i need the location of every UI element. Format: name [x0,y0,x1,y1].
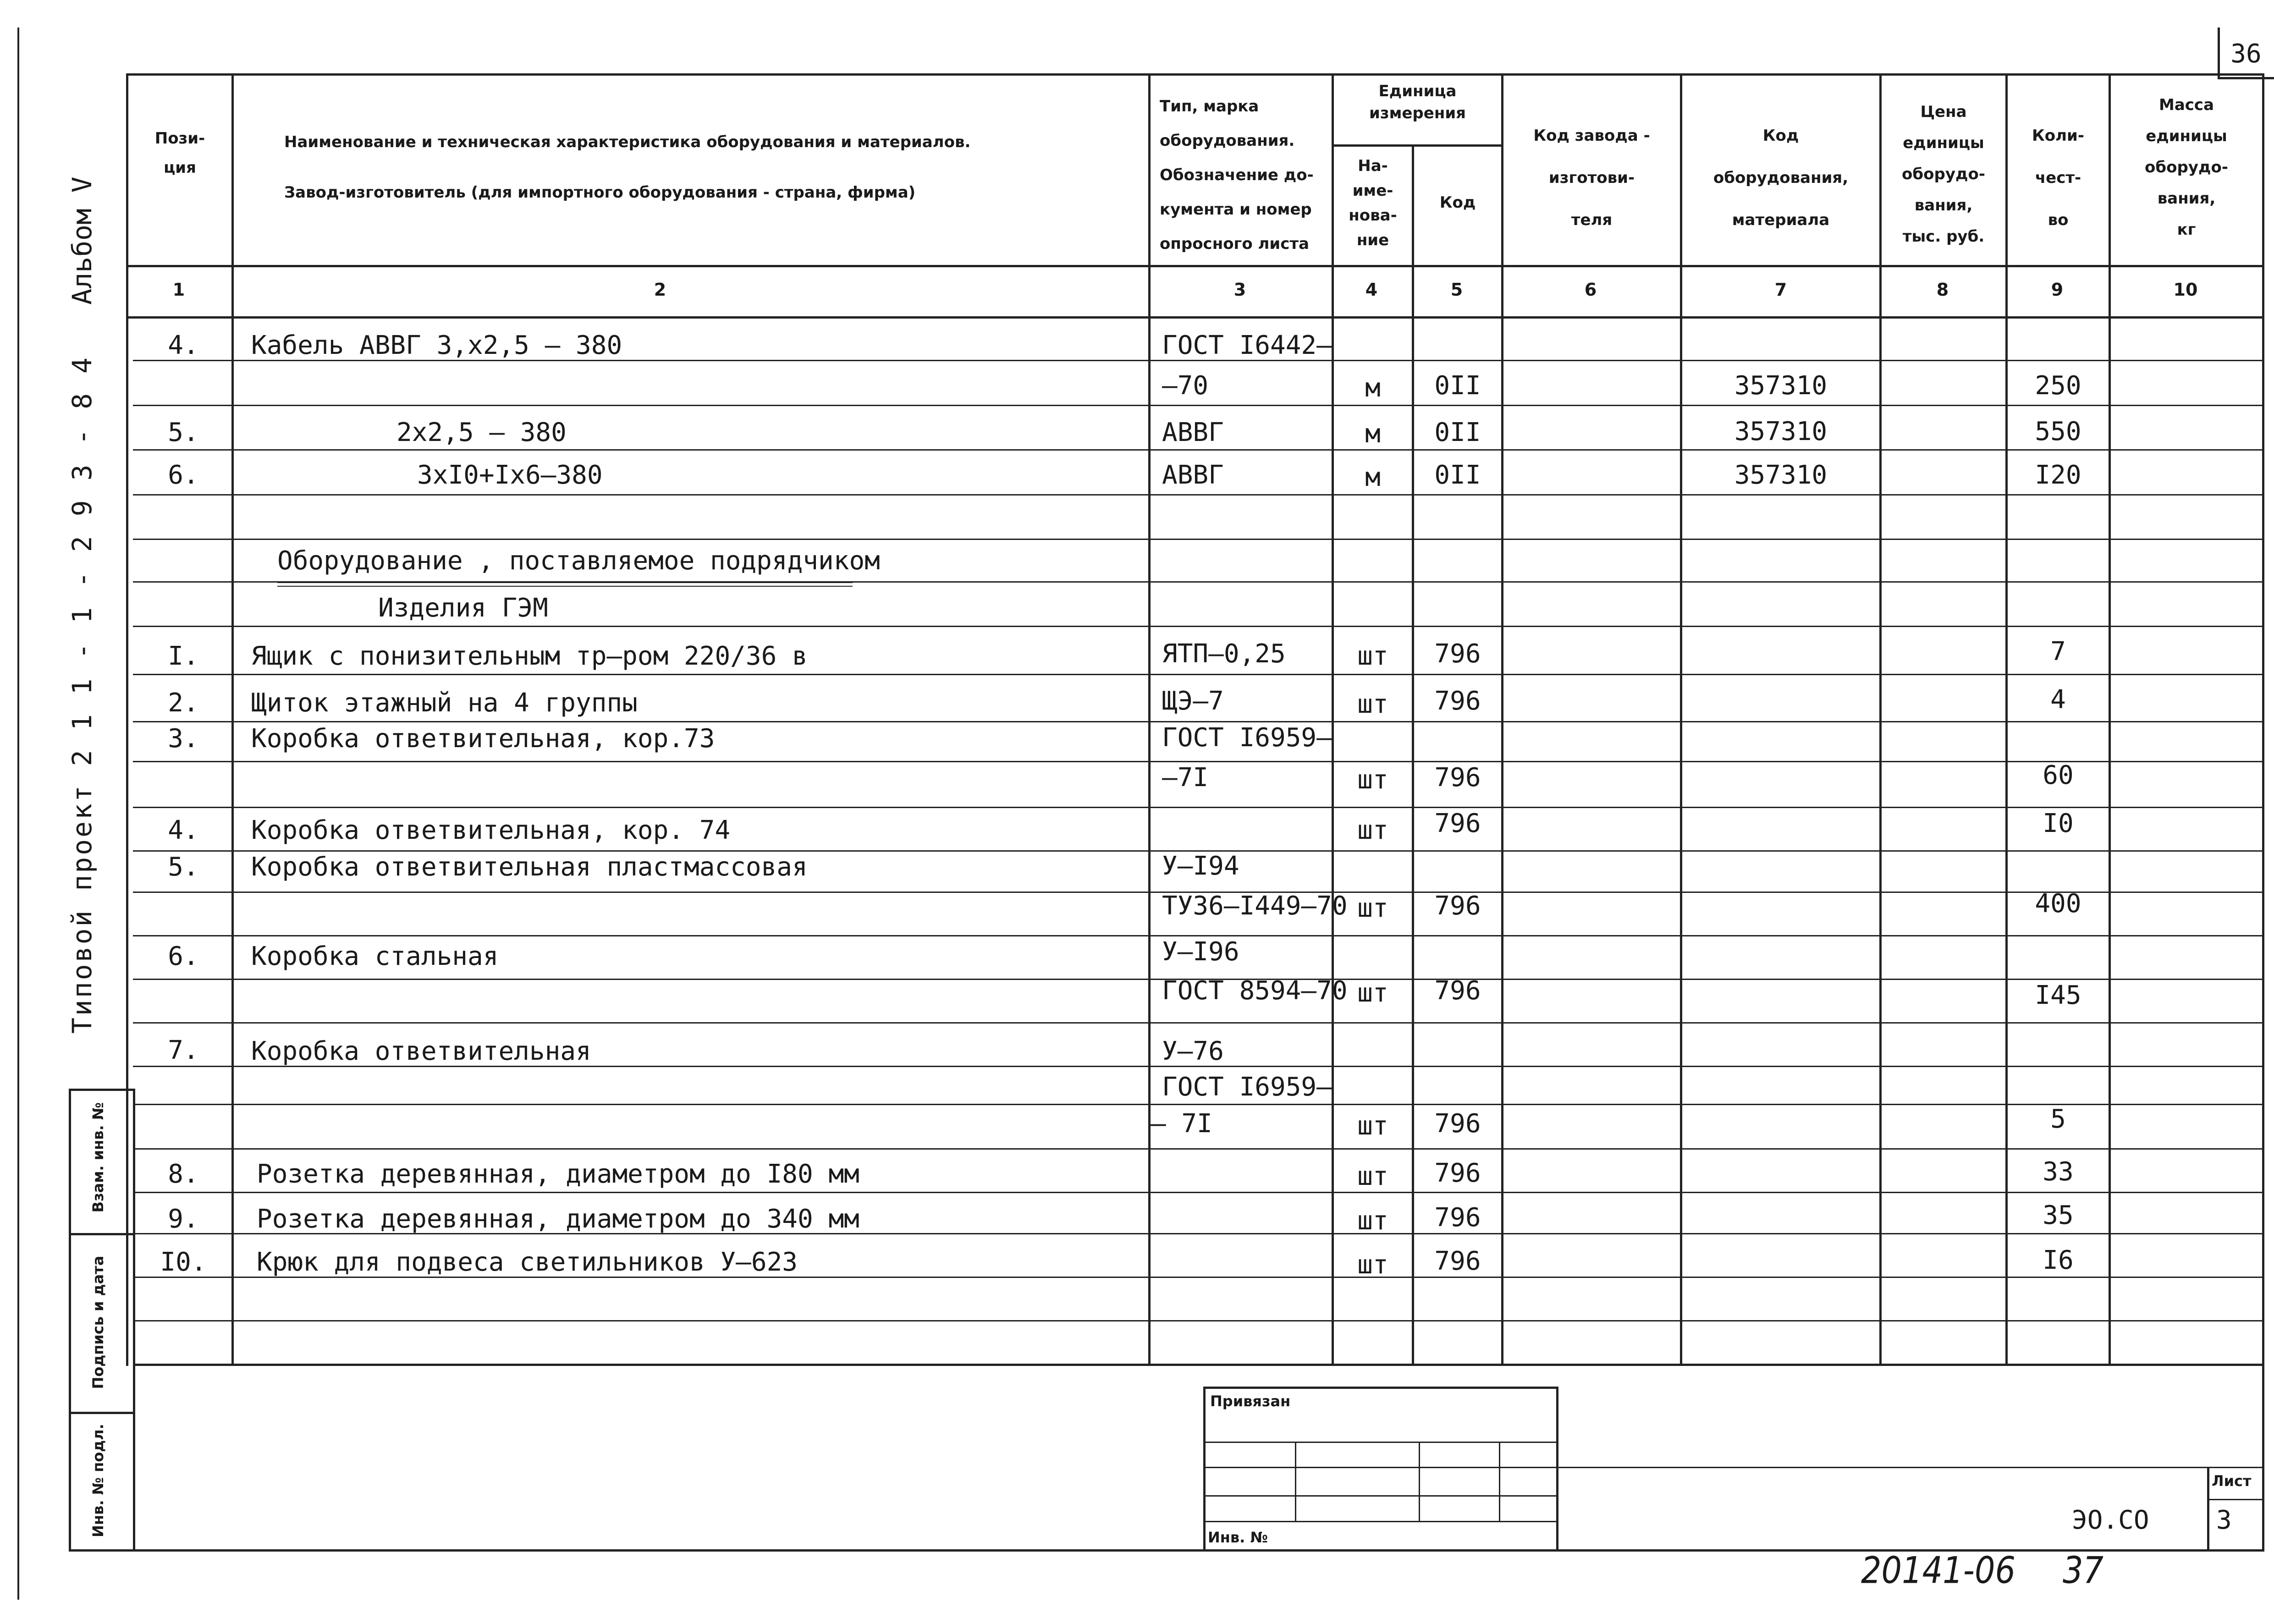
header-plant-code: Код завода - изготови- теля [1533,127,1650,229]
row-quantity: 550 [2035,417,2081,446]
row-unit-code: 796 [1434,809,1481,838]
row-quantity: 35 [2043,1200,2074,1230]
row-unit-code: 796 [1434,891,1481,921]
header-type: Тип, марка оборудования. Обозначение до- кумента и номер опросного листа [1160,97,1314,253]
row-position: I0. [160,1247,207,1277]
row-quantity: 4 [2050,685,2066,715]
column-number: 4 [1365,280,1378,300]
bound-label: Привязан [1210,1393,1291,1410]
row-unit: м [1365,419,1381,449]
row-unit: шт [1357,641,1388,671]
row-unit-code: 0II [1434,418,1481,447]
row-position: 4. [168,330,199,360]
row-document: У–76 [1162,1036,1224,1066]
stamp-cell-orig-inv: Инв. № подл. [89,1424,107,1537]
header-price: Цена единицы оборудо- вания, тыс. руб. [1902,103,1985,246]
column-number: 7 [1774,280,1787,300]
row-name: Кабель АВВГ 3,x2,5 – 380 [251,330,622,360]
row-position: 5. [168,418,199,447]
column-number: 10 [2173,280,2198,300]
row-name: Ящик с понизительным тр–ром 220/36 в [251,641,808,671]
row-document: – 7I [1151,1109,1212,1139]
row-name: 2x2,5 – 380 [396,418,567,447]
row-document: АВВГ [1162,418,1224,447]
row-name: 3xI0+Ix6–380 [417,460,603,490]
header-quantity: Коли- чест- во [2032,127,2084,229]
row-quantity: 7 [2050,637,2066,666]
row-unit-code: 796 [1434,763,1481,793]
row-document: ТУ36–I449–70 [1162,891,1348,921]
row-position: I. [168,641,199,671]
row-name: Розетка деревянная, диаметром до I80 мм [257,1159,859,1189]
row-unit: шт [1357,1162,1388,1191]
row-position: 8. [168,1159,199,1189]
row-unit-code: 0II [1434,371,1481,401]
row-name: Коробка ответвительная [251,1036,591,1066]
row-position: 5. [168,852,199,882]
header-unit-name: На- име- нова- ние [1349,157,1397,249]
row-position: 7. [168,1035,199,1065]
row-position: 9. [168,1204,199,1234]
header-name: Наименование и техническая характеристика оборудования и материалов. Завод-изготовитель (для импортного оборудования - страна, фирма) [284,133,971,202]
row-position: 4. [168,815,199,845]
header-unit-group: Единица измерения [1369,82,1466,122]
row-document: У–I94 [1162,851,1239,881]
row-position: 3. [168,724,199,754]
column-number: 3 [1233,280,1246,300]
row-name: Коробка ответвительная пластмассовая [251,852,808,882]
album-label: Альбом V [66,176,98,305]
row-material-code: 357310 [1734,417,1828,446]
row-position: 6. [168,460,199,490]
row-unit: шт [1357,1111,1388,1141]
archive-code: 20141-06 [1861,1548,2016,1592]
row-document: ГОСТ I6959– [1162,723,1332,753]
row-document: ГОСТ I6959– [1162,1072,1332,1102]
row-name: Коробка ответвительная, кор.73 [251,724,715,754]
row-document: –70 [1162,371,1209,401]
row-quantity: 250 [2035,371,2081,401]
row-document: У–I96 [1162,937,1239,967]
stamp-cell-replace-inv: Взам. инв. № [89,1102,107,1213]
row-name: Щиток этажный на 4 группы [251,688,638,718]
header-mass: Масса единицы оборудо- вания, кг [2145,96,2228,239]
row-unit: шт [1357,978,1388,1008]
sheet-label: Лист [2212,1472,2252,1490]
column-number: 2 [654,280,666,300]
row-unit-code: 796 [1434,1158,1481,1188]
row-quantity: I0 [2043,809,2074,838]
row-document: –7I [1162,763,1209,793]
row-unit: шт [1357,765,1388,795]
sheet-corner-number: 36 [2230,39,2262,69]
row-unit-code: 796 [1434,1246,1481,1276]
row-document: ЩЭ–7 [1162,686,1224,716]
row-quantity: 5 [2050,1104,2066,1134]
row-quantity: I6 [2043,1245,2074,1275]
section-subheading: Изделия ГЭМ [378,593,548,623]
row-unit-code: 796 [1434,1109,1481,1139]
row-material-code: 357310 [1734,460,1828,490]
row-quantity: I45 [2035,980,2081,1010]
row-material-code: 357310 [1734,371,1828,401]
header-position: Пози- ция [154,129,205,177]
row-quantity: 60 [2043,760,2074,790]
sheet-number: 3 [2216,1505,2232,1535]
row-document: ГОСТ I6442– [1162,330,1332,360]
row-unit: шт [1357,815,1388,845]
row-quantity: 33 [2043,1157,2074,1187]
column-number: 5 [1450,280,1463,300]
header-unit-code: Код [1439,193,1476,212]
row-name: Крюк для подвеса светильников У–623 [257,1247,798,1277]
row-position: 2. [168,688,199,718]
row-unit-code: 796 [1434,1203,1481,1233]
row-position: 6. [168,941,199,971]
column-number: 8 [1936,280,1949,300]
row-unit: шт [1357,1250,1388,1280]
row-document: ГОСТ 8594–70 [1162,976,1348,1006]
row-name: Розетка деревянная, диаметром до 340 мм [257,1204,859,1234]
row-unit: шт [1357,689,1388,719]
stamp-cell-signature: Подпись и дата [89,1255,107,1389]
row-unit-code: 0II [1434,460,1481,490]
project-label: Типовой проект 2 1 1 - 1 - 2 9 3 - 8 4 [66,356,98,1034]
inv-number-label: Инв. № [1208,1529,1268,1546]
row-unit-code: 796 [1434,976,1481,1006]
row-name: Коробка стальная [251,941,499,971]
row-unit: шт [1357,893,1388,923]
row-unit: м [1365,373,1381,403]
section-heading: Оборудование , поставляемое подрядчиком [277,546,880,576]
row-unit: м [1365,462,1381,492]
header-equipment-code: Код оборудования, материала [1713,127,1849,229]
row-unit-code: 796 [1434,686,1481,716]
row-unit: шт [1357,1206,1388,1236]
row-document: АВВГ [1162,460,1224,490]
row-quantity: I20 [2035,460,2081,490]
archive-page: 37 [2063,1548,2104,1592]
row-quantity: 400 [2035,889,2081,919]
row-name: Коробка ответвительная, кор. 74 [251,815,731,845]
document-code: ЭО.СО [2072,1505,2149,1535]
column-number: 9 [2051,280,2064,300]
row-unit-code: 796 [1434,639,1481,669]
row-document: ЯТП–0,25 [1162,639,1286,669]
column-number: 6 [1584,280,1597,300]
column-number: 1 [172,280,185,300]
